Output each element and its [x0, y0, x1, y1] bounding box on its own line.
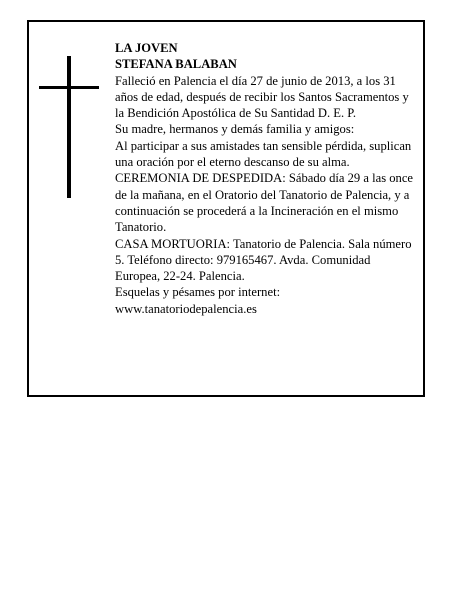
- obituary-deceased-name: STEFANA BALABAN: [115, 57, 237, 72]
- obituary-website-link[interactable]: www.tanatoriodepalencia.es: [115, 301, 257, 316]
- obituary-paragraph-family: Su madre, hermanos y demás familia y amigos:: [115, 122, 355, 137]
- cross-vertical-bar: [67, 56, 71, 198]
- obituary-paragraph-funeral-home: CASA MORTUORIA: Tanatorio de Palencia. Sala número 5. Teléfono directo: 979165467. Avda. Comunidad Europea, 22-24. Palencia.: [115, 236, 412, 284]
- obituary-title-line1: LA JOVEN: [115, 41, 178, 55]
- obituary-notice: [27, 20, 425, 397]
- cross-horizontal-bar: [39, 86, 99, 89]
- obituary-text: [115, 40, 415, 317]
- obituary-paragraph-request: Al participar a sus amistades tan sensible pérdida, suplican una oración por el eterno descanso de su alma.: [115, 138, 412, 170]
- obituary-paragraph-ceremony: CEREMONIA DE DESPEDIDA: Sábado día 29 a las once de la mañana, en el Oratorio del Tanatorio de Palencia, y a continuación se procederá a la Incineración en el mismo Tanatorio.: [115, 171, 414, 235]
- obituary-paragraph-death: Falleció en Palencia el día 27 de junio de 2013, a los 31 años de edad, después de recibir los Santos Sacramentos y la Bendición Apostólica de Su Santidad D. E. P.: [115, 73, 409, 121]
- obituary-paragraph-internet: Esquelas y pésames por internet:: [115, 285, 281, 300]
- cross-icon: [39, 56, 99, 198]
